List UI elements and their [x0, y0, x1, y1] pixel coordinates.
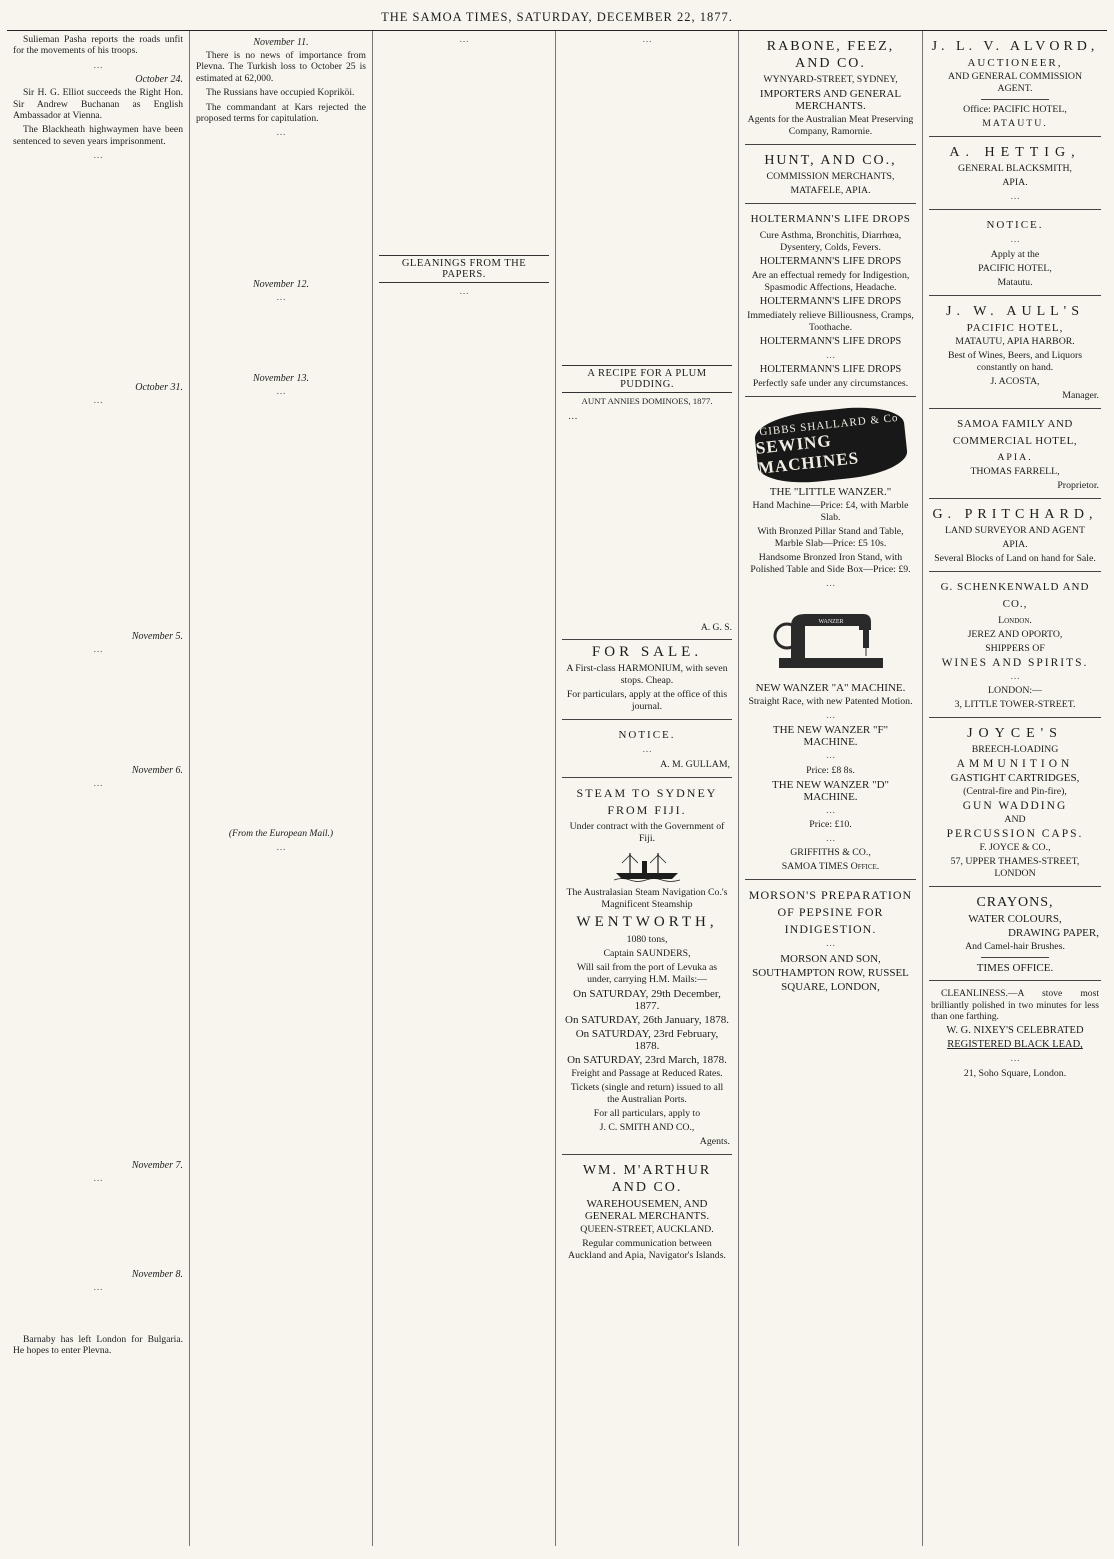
signature: A. G. S. [700, 622, 732, 634]
ad-text: AUCTIONEER, [967, 57, 1063, 69]
ad-text: And Camel-hair Brushes. [965, 941, 1065, 953]
ad-text: APIA. [1002, 177, 1028, 188]
logo-text: GIBBS SHALLARD & Co [758, 412, 899, 439]
sewing-machine-icon [771, 596, 891, 676]
ad-text: Tickets (single and return) issued to all the Australian Ports. [570, 1081, 724, 1105]
section-heading: A RECIPE FOR A PLUM PUDDING. [562, 365, 732, 393]
hettig-ad [929, 140, 1101, 210]
ad-title: J. L. V. ALVORD, [931, 39, 1099, 54]
ad-text: Agents. [699, 1135, 730, 1147]
ad-text: F. JOYCE & CO., [979, 842, 1051, 854]
for-sale-ad [562, 639, 732, 720]
omitted-text: … [825, 350, 836, 361]
dateline: October 24. [135, 74, 183, 86]
article-paragraph: There is no news of importance from Plevna. The Turkish loss to October 25 is estimated at 62,000. [196, 50, 366, 84]
hunt-ad [745, 148, 916, 204]
ad-text: WAREHOUSEMEN, AND GENERAL MERCHANTS. [584, 1197, 710, 1222]
pacific-hotel-ad [929, 299, 1101, 409]
ad-text: CLEANLINESS.—A stove most brilliantly polished in two minutes for less than one farthing. [931, 988, 1099, 1023]
ad-title: CRAYONS, [976, 895, 1054, 911]
steamship-ad [562, 781, 732, 1155]
omitted-text: … [276, 127, 286, 139]
product-title: NEW WANZER "A" MACHINE. [755, 681, 906, 694]
notice-ad [929, 213, 1101, 295]
article-paragraph: Barnaby has left London for Bulgaria. He hopes to enter Plevna. [13, 1333, 183, 1357]
ad-text: J. ACOSTA, [990, 375, 1040, 387]
ad-title: SAMOA FAMILY AND COMMERCIAL HOTEL, [952, 417, 1078, 447]
ad-text: The Australasian Steam Navigation Co.'s Magnificent Steamship [566, 886, 728, 910]
sailing-date: On SATURDAY, 29th December, 1877. [573, 987, 721, 1012]
article-paragraph: Sulieman Pasha reports the roads unfit for the movements of his troops. [13, 34, 183, 57]
ad-text: GENERAL BLACKSMITH, [958, 163, 1072, 174]
ad-text: With Bronzed Pillar Stand and Table, Marble Slab—Price: £5 10s. [757, 526, 904, 550]
omitted-text: … [1010, 234, 1020, 246]
samoa-hotel-ad [929, 412, 1101, 499]
ad-title: W. G. NIXEY'S CELEBRATED [946, 1025, 1084, 1037]
omitted-text: … [825, 804, 836, 816]
sewing-machines-logo [752, 403, 908, 488]
ad-text: Are an effectual remedy for Indigestion, Spasmodic Affections, Headache. [751, 270, 910, 293]
omitted-text: … [93, 1282, 103, 1294]
ad-title: NOTICE. [618, 729, 676, 742]
ad-text: BREECH-LOADING [971, 744, 1059, 756]
ad-text: Will sail from the port of Levuka as under, carrying H.M. Mails:— [576, 961, 718, 985]
ad-text: MATAUTU, APIA HARBOR. [955, 335, 1075, 347]
ad-text: SQUARE, LONDON, [781, 980, 880, 993]
ad-title: REGISTERED BLACK LEAD, [947, 1039, 1083, 1051]
article-paragraph: The commandant at Kars rejected the proposed terms for capitulation. [196, 101, 366, 125]
ad-text: AND GENERAL COMMISSION AGENT. [947, 71, 1083, 94]
ad-text: AMMUNITION [956, 758, 1074, 771]
morson-ad [745, 883, 916, 998]
rabone-ad [745, 34, 916, 145]
dateline: November 12. [252, 278, 310, 290]
sewing-machines-ad [745, 400, 916, 880]
omitted-text: … [825, 709, 836, 721]
omitted-text: … [825, 938, 836, 950]
omitted-text: … [93, 59, 103, 71]
dateline: November 6. [131, 765, 183, 777]
ad-text: For all particulars, apply to [593, 1107, 701, 1119]
ad-text: Several Blocks of Land on hand for Sale. [934, 552, 1096, 564]
dateline: November 13. [252, 373, 310, 385]
column-2 [190, 31, 373, 1546]
omitted-text: … [642, 34, 652, 45]
price: Price: £8 8s. [806, 764, 855, 776]
ad-text: Hand Machine—Price: £4, with Marble Slab. [752, 500, 909, 524]
ad-title: WM. M'ARTHUR AND CO. [582, 1162, 712, 1195]
ad-title: NOTICE. [986, 219, 1044, 232]
ad-text: For particulars, apply at the office of this journal. [566, 689, 728, 713]
ad-text: 1080 tons, [626, 933, 668, 945]
ad-title: G. PRITCHARD, [932, 506, 1098, 522]
omitted-text: … [276, 842, 286, 854]
schenkenwald-ad [929, 575, 1101, 718]
omitted-text: … [93, 644, 103, 656]
pritchard-ad [929, 502, 1101, 572]
product-title: THE NEW WANZER "D" MACHINE. [771, 778, 890, 803]
omitted-text: … [276, 386, 286, 398]
omitted-text: … [1010, 1053, 1020, 1065]
ad-title: JOYCE'S [967, 726, 1063, 742]
ad-text: APIA. [1002, 538, 1028, 550]
ad-text: Best of Wines, Beers, and Liquors constantly on hand. [947, 349, 1083, 373]
ad-text: SHIPPERS OF [985, 642, 1045, 654]
omitted-text: … [825, 833, 836, 845]
ad-title: HOLTERMANN'S LIFE DROPS [759, 336, 902, 347]
omitted-text: … [568, 410, 578, 422]
ad-title: A. HETTIG, [949, 145, 1081, 160]
logo-text: SEWING MACHINES [754, 431, 860, 479]
dateline: October 31. [135, 381, 183, 393]
ad-text: IMPORTERS AND GENERAL MERCHANTS. [759, 88, 902, 112]
ship-name: WENTWORTH, [576, 913, 718, 930]
ad-title: MORSON'S PREPARATION OF PEPSINE FOR INDIGESTION. [748, 888, 913, 937]
sailing-date: On SATURDAY, 23rd February, 1878. [575, 1027, 719, 1052]
ad-text: A First-class HARMONIUM, with seven stops. Cheap. [566, 663, 728, 687]
ad-title: HUNT, AND CO., [764, 153, 897, 168]
dateline: November 11. [253, 37, 309, 48]
omitted-text: … [93, 150, 103, 162]
ad-title: RABONE, FEEZ, AND CO. [766, 39, 895, 71]
ad-text: Captain SAUNDERS, [603, 947, 691, 959]
ad-text: London. [998, 614, 1032, 626]
steamship-icon [612, 849, 682, 883]
ad-title: J. W. AULL'S [946, 303, 1084, 319]
ad-text: Handsome Bronzed Iron Stand, with Polished Table and Side Box—Price: £9. [750, 552, 911, 576]
ad-title: HOLTERMANN'S LIFE DROPS [759, 296, 902, 307]
column-3 [373, 31, 556, 1546]
ad-text: J. C. SMITH AND CO., [599, 1121, 695, 1133]
ad-title: HOLTERMANN'S LIFE DROPS [759, 256, 902, 267]
article-paragraph: The Russians have occupied Kopriköi. [206, 87, 355, 99]
ad-text: Perfectly safe under any circumstances. [752, 378, 909, 390]
subheading: AUNT ANNIES DOMINOES, 1877. [581, 396, 713, 407]
alvord-ad [929, 34, 1101, 137]
omitted-text: … [1010, 670, 1020, 682]
column-6 [923, 31, 1107, 1546]
ad-text: AND [1004, 814, 1026, 826]
omitted-text: … [825, 750, 836, 762]
ad-text: JEREZ AND OPORTO, [967, 628, 1063, 640]
column-1 [7, 31, 190, 1546]
ad-text: Regular communication between Auckland and Apia, Navigator's Islands. [568, 1237, 726, 1261]
ad-text: Immediately relieve Billiousness, Cramps, Toothache. [747, 310, 914, 333]
ad-text: Office: PACIFIC HOTEL, [963, 104, 1067, 115]
ad-text: Freight and Passage at Reduced Rates. [571, 1067, 723, 1079]
omitted-text: … [93, 394, 103, 406]
omitted-text: … [459, 34, 469, 45]
omitted-text: … [93, 778, 103, 790]
ad-text: MORSON AND SON, [780, 952, 881, 965]
ad-text: QUEEN-STREET, AUCKLAND. [580, 1223, 714, 1235]
product-title: THE "LITTLE WANZER." [769, 486, 892, 499]
ad-text: COMMISSION MERCHANTS, [766, 171, 895, 182]
divider [981, 957, 1048, 958]
ad-text: WYNYARD-STREET, SYDNEY, [763, 74, 898, 85]
notice-ad [562, 723, 732, 777]
ad-text: GASTIGHT CARTRIDGES, [950, 772, 1080, 785]
column-4 [556, 31, 739, 1546]
svg-text:WANZER: WANZER [818, 618, 843, 625]
ad-text: SOUTHAMPTON ROW, RUSSEL [752, 966, 909, 979]
ad-text: THOMAS FARRELL, [970, 465, 1060, 477]
ad-text: Agents for the Australian Meat Preserving Company, Ramornie. [747, 114, 914, 137]
ad-text: SAMOA TIMES Office. [781, 861, 880, 873]
dateline: November 5. [131, 631, 183, 643]
omitted-text: … [276, 291, 286, 303]
ad-title: HOLTERMANN'S LIFE DROPS [750, 213, 911, 225]
omitted-text: … [1010, 191, 1020, 202]
sailing-date: On SATURDAY, 26th January, 1878. [565, 1013, 729, 1026]
macarthur-ad [562, 1158, 732, 1268]
columns [7, 31, 1107, 1546]
ad-title: STEAM TO SYDNEY FROM FIJI. [576, 785, 718, 817]
ad-text: LAND SURVEYOR AND AGENT [945, 524, 1085, 536]
ad-text: Cure Asthma, Bronchitis, Diarrhœa, Dysentery, Colds, Fevers. [759, 230, 902, 253]
dateline: November 8. [131, 1269, 183, 1281]
ad-text: PACIFIC HOTEL, [966, 321, 1064, 334]
ad-text: (Central-fire and Pin-fire), [963, 786, 1067, 798]
ad-text: PACIFIC HOTEL, [978, 262, 1052, 274]
ad-text: 21, Soho Square, London. [963, 1067, 1067, 1079]
ad-text: DRAWING PAPER, [1007, 927, 1099, 940]
nixey-ad [929, 984, 1101, 1086]
dateline: November 7. [131, 1159, 183, 1171]
ad-text: 57, UPPER THAMES-STREET, LONDON [950, 856, 1080, 880]
ad-signature: A. M. GULLAM, [660, 758, 730, 770]
newspaper-page [7, 4, 1107, 1549]
omitted-text: … [825, 578, 836, 590]
ad-text: GRIFFITHS & CO., [790, 847, 871, 859]
section-heading: GLEANINGS FROM THE PAPERS. [379, 255, 549, 283]
ad-text: Under contract with the Government of Fiji. [569, 820, 725, 844]
ad-text: MATAFELE, APIA. [790, 185, 871, 196]
sailing-date: On SATURDAY, 23rd March, 1878. [567, 1053, 727, 1066]
omitted-text: … [642, 744, 652, 756]
ad-text: Apply at the [990, 248, 1040, 260]
ad-text: WATER COLOURS, [968, 913, 1062, 926]
ad-text: Straight Race, with new Patented Motion. [748, 695, 913, 707]
article-paragraph: Sir H. G. Elliot succeeds the Right Hon. Sir Andrew Buchanan as English Ambassador at Vienna. [13, 87, 183, 122]
column-5 [739, 31, 923, 1546]
ad-text: Proprietor. [1057, 479, 1099, 491]
poem [568, 411, 732, 422]
ad-text: MATAUTU. [982, 118, 1048, 129]
product-title: THE NEW WANZER "F" MACHINE. [772, 724, 889, 749]
ad-title: FOR SALE. [591, 644, 703, 661]
ad-text: 3, LITTLE TOWER-STREET. [954, 699, 1076, 711]
ad-text: PERCUSSION CAPS. [946, 828, 1084, 841]
price: Price: £10. [809, 819, 852, 831]
holtermann-ad [745, 207, 916, 397]
ad-text: APIA. [997, 451, 1033, 463]
omitted-text: … [459, 286, 469, 298]
ad-title: HOLTERMANN'S LIFE DROPS [759, 364, 902, 376]
ad-text: Manager. [1062, 389, 1099, 401]
ad-text: WINES AND SPIRITS. [941, 656, 1089, 669]
joyce-ad [929, 721, 1101, 887]
ad-text: TIMES OFFICE. [976, 962, 1054, 975]
section-note: (From the European Mail.) [228, 827, 334, 839]
ad-text: Matautu. [997, 276, 1033, 288]
ad-text: LONDON:— [988, 685, 1042, 697]
ad-title: G. SCHENKENWALD AND CO., [940, 580, 1090, 610]
omitted-text: … [93, 1172, 103, 1184]
crayons-ad [929, 890, 1101, 981]
article-paragraph: The Blackheath highwaymen have been sentenced to seven years imprisonment. [13, 124, 183, 147]
divider [981, 99, 1048, 100]
masthead: THE SAMOA TIMES, SATURDAY, DECEMBER 22, 1877. [7, 4, 1107, 31]
ad-text: GUN WADDING [962, 800, 1068, 813]
